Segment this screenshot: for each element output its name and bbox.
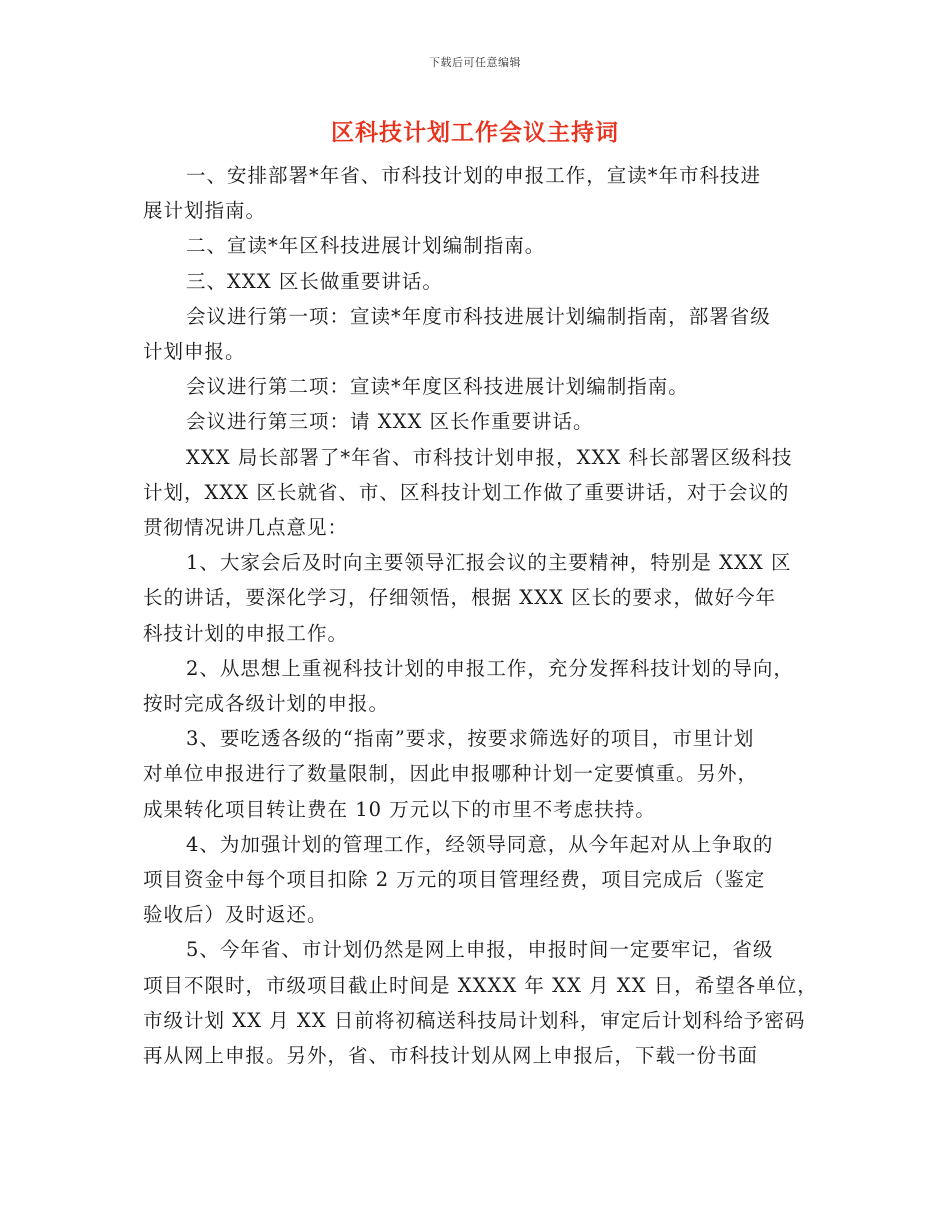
body-paragraph — [143, 932, 818, 1073]
body-paragraph — [143, 651, 811, 721]
document-body — [143, 158, 818, 1073]
body-paragraph — [143, 369, 811, 404]
paragraph-line: 会议进行第三项：请 XXX 区长作重要讲话。 — [186, 410, 594, 434]
body-paragraph — [143, 404, 811, 439]
header-note: 下载后可任意编辑 — [429, 56, 521, 69]
body-paragraph — [143, 228, 811, 263]
paragraph-line: 再从网上申报。另外，省、市科技计划从网上申报后，下载一份书面 — [143, 1044, 759, 1068]
paragraph-line: 贯彻情况讲几点意见： — [143, 516, 349, 540]
paragraph-line: 展计划指南。 — [143, 199, 267, 223]
paragraph-line: 计划申报。 — [143, 340, 246, 364]
paragraph-line: XXX 局长部署了*年省、市科技计划申报，XXX 科长部署区级科技 — [186, 445, 793, 469]
paragraph-line: 会议进行第一项：宣读*年度市科技进展计划编制指南，部署省级 — [186, 304, 771, 328]
paragraph-line: 验收后）及时返还。 — [143, 903, 328, 927]
paragraph-line: 3、要吃透各级的“指南”要求，按要求筛选好的项目，市里计划 — [186, 727, 755, 751]
paragraph-line: 2、从思想上重视科技计划的申报工作，充分发挥科技计划的导向， — [186, 656, 794, 680]
paragraph-line: 会议进行第二项：宣读*年度区科技进展计划编制指南。 — [186, 375, 689, 399]
body-paragraph — [143, 440, 811, 546]
paragraph-line: 项目不限时，市级项目截止时间是 XXXX 年 XX 月 XX 日，希望各单位， — [143, 973, 818, 997]
paragraph-line: 1、大家会后及时向主要领导汇报会议的主要精神，特别是 XXX 区 — [186, 551, 792, 575]
body-paragraph — [143, 545, 811, 651]
paragraph-line: 计划，XXX 区长就省、市、区科技计划工作做了重要讲话，对于会议的 — [143, 480, 790, 504]
paragraph-line: 项目资金中每个项目扣除 2 万元的项目管理经费，项目完成后（鉴定 — [143, 868, 766, 892]
body-paragraph — [143, 721, 811, 827]
body-paragraph — [143, 264, 811, 299]
paragraph-line: 成果转化项目转让费在 10 万元以下的市里不考虑扶持。 — [143, 797, 656, 821]
paragraph-line: 科技计划的申报工作。 — [143, 621, 349, 645]
paragraph-line: 二、宣读*年区科技进展计划编制指南。 — [186, 234, 546, 258]
document-title: 区科技计划工作会议主持词 — [331, 119, 619, 146]
paragraph-line: 按时完成各级计划的申报。 — [143, 692, 390, 716]
paragraph-line: 5、今年省、市计划仍然是网上申报，申报时间一定要牢记，省级 — [186, 938, 774, 962]
paragraph-line: 三、XXX 区长做重要讲话。 — [186, 269, 443, 293]
paragraph-line: 市级计划 XX 月 XX 日前将初稿送科技局计划科，审定后计划科给予密码 — [143, 1008, 806, 1032]
body-paragraph — [143, 299, 811, 369]
paragraph-line: 对单位申报进行了数量限制，因此申报哪种计划一定要慎重。另外， — [143, 762, 759, 786]
body-paragraph — [143, 827, 811, 933]
paragraph-line: 4、为加强计划的管理工作，经领导同意，从今年起对从上争取的 — [186, 832, 774, 856]
body-paragraph — [143, 158, 811, 228]
paragraph-line: 一、安排部署*年省、市科技计划的申报工作，宣读*年市科技进 — [186, 164, 762, 187]
paragraph-line: 长的讲话，要深化学习，仔细领悟，根据 XXX 区长的要求，做好今年 — [143, 586, 777, 610]
